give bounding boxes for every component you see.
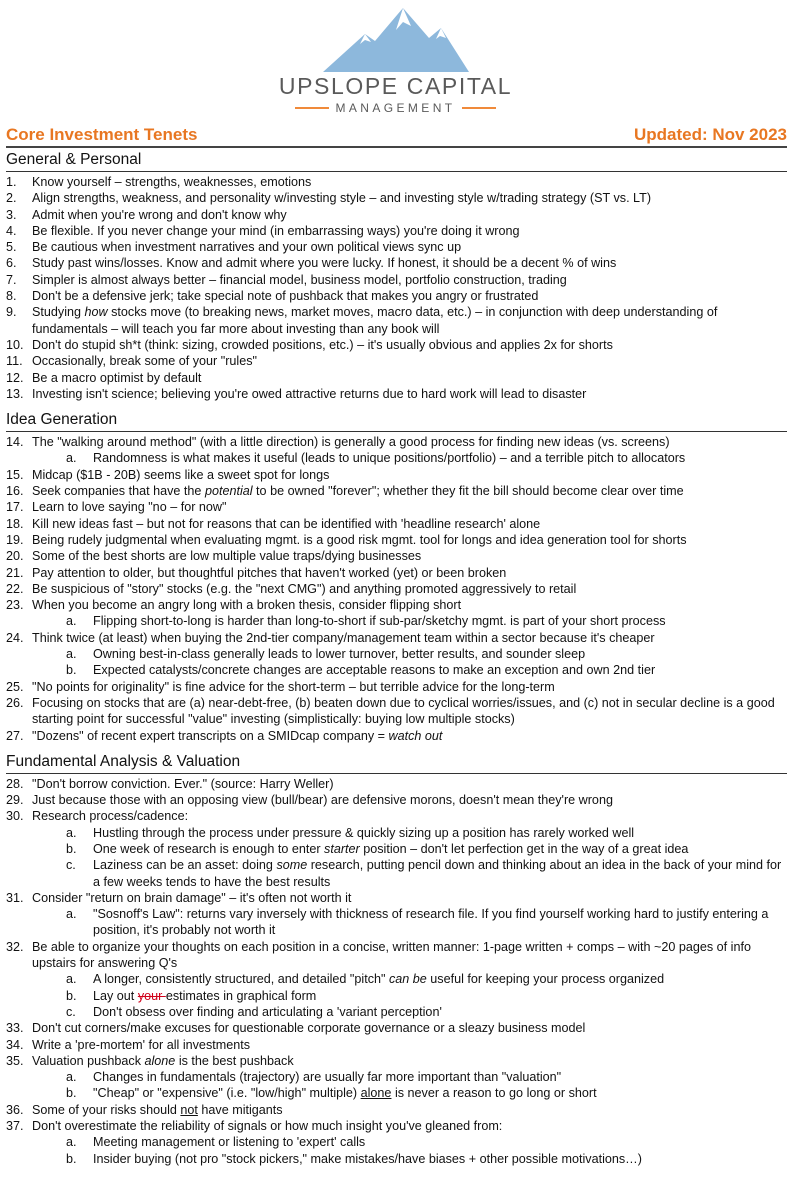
item-text: Think twice (at least) when buying the 2nd-tier company/management team within a sector because it's cheaper (32, 630, 655, 645)
item-letter: c. (66, 1004, 76, 1019)
item-text: Don't do stupid sh*t (think: sizing, crowded positions, etc.) – it's usually obvious and applies 2x for shorts (32, 337, 613, 352)
item-text: Expected catalysts/concrete changes are acceptable reasons to make an exception and own 2nd tier (93, 663, 656, 678)
item-text (32, 304, 787, 337)
item-number: 30. (6, 809, 24, 824)
item-number: 26. (6, 695, 24, 710)
item-number: 8. (6, 289, 17, 304)
item-number: 6. (6, 256, 17, 271)
list-item (6, 288, 787, 304)
item-text: Be suspicious of "story" stocks (e.g. the "next CMG") and anything promoted aggressively to retail (32, 581, 577, 596)
list-item (6, 434, 787, 450)
item-number: 10. (6, 337, 24, 352)
section-fundamental-analysis (6, 752, 787, 1167)
struck-text: your (137, 988, 166, 1003)
item-number: 24. (6, 630, 24, 645)
list-item (6, 808, 787, 824)
page-title: Core Investment Tenets (6, 125, 198, 144)
list-item (6, 190, 787, 206)
list-item (6, 679, 787, 695)
list-item (6, 939, 787, 972)
section-general (6, 150, 787, 402)
text-run: Studying (32, 305, 85, 320)
sub-list-item (6, 825, 787, 841)
item-number: 23. (6, 598, 24, 613)
text-run: "Dozens" of recent expert transcripts on a SMIDcap company = (32, 728, 389, 743)
text-run: "Cheap" or "expensive" (i.e. "low/high" multiple) (93, 1086, 361, 1101)
item-letter: c. (66, 858, 76, 873)
list-item (6, 353, 787, 369)
item-number: 5. (6, 240, 17, 255)
sub-list-item (6, 613, 787, 629)
item-number: 15. (6, 467, 24, 482)
tenet-list (6, 776, 787, 1167)
text-run: is the best pushback (175, 1053, 294, 1068)
sub-list-item (6, 971, 787, 987)
item-text: When you become an angry long with a broken thesis, consider flipping short (32, 598, 462, 613)
item-text: Flipping short-to-long is harder than long-to-short if sub-par/sketchy mgmt. is part of your short process (93, 614, 666, 629)
text-run: Valuation pushback (32, 1053, 145, 1068)
sub-list-item (6, 1004, 787, 1020)
section-heading: Fundamental Analysis & Valuation (6, 752, 787, 774)
sub-list-item (6, 646, 787, 662)
sub-list-item (6, 906, 787, 939)
list-item (6, 272, 787, 288)
item-letter: a. (66, 972, 77, 987)
list-item (6, 370, 787, 386)
item-text: Just because those with an opposing view (bull/bear) are defensive morons, doesn't mean they're wrong (32, 793, 613, 808)
item-text (93, 988, 787, 1004)
sub-list-item (6, 1151, 787, 1167)
item-text (32, 728, 787, 744)
text-run: stocks move (to breaking news, market moves, macro data, etc.) – in conjunction with deep understanding of fundamentals – will teach you far more about investing than any book will (32, 305, 718, 336)
item-text (93, 1085, 787, 1101)
item-number: 7. (6, 272, 17, 287)
item-letter: b. (66, 663, 77, 678)
item-text: Know yourself – strengths, weaknesses, emotions (32, 175, 312, 189)
item-number: 12. (6, 370, 24, 385)
item-text: Research process/cadence: (32, 809, 189, 824)
item-text: Align strengths, weakness, and personality w/investing style – and investing style w/trading strategy (ST vs. LT) (32, 191, 652, 206)
item-number: 32. (6, 939, 24, 954)
item-text: Hustling through the process under pressure & quickly sizing up a position has rarely worked well (93, 825, 635, 840)
item-text (32, 1053, 787, 1069)
item-letter: a. (66, 614, 77, 629)
item-text: Don't cut corners/make excuses for questionable corporate governance or a sleazy business model (32, 1021, 586, 1036)
item-number: 20. (6, 549, 24, 564)
item-number: 29. (6, 793, 24, 808)
item-text: The "walking around method" (with a little direction) is generally a good process for finding new ideas (vs. screens) (32, 435, 670, 450)
item-text: Consider "return on brain damage" – it's often not worth it (32, 890, 352, 905)
item-text: "Sosnoff's Law": returns vary inversely with thickness of research file. If you find yourself working hard to justify entering a position, it's probably not worth it (93, 907, 769, 938)
list-item (6, 776, 787, 792)
logo-company-name: UPSLOPE CAPITAL (278, 73, 513, 99)
item-text: Be a macro optimist by default (32, 370, 202, 385)
updated-date: Updated: Nov 2023 (633, 125, 787, 144)
item-number: 28. (6, 776, 24, 791)
emphasis-text: can be (388, 972, 427, 987)
list-item (6, 223, 787, 239)
item-text: Learn to love saying "no – for now" (32, 500, 227, 515)
sub-list-item (6, 1085, 787, 1101)
emphasis-text: watch out (388, 728, 443, 743)
list-item (6, 499, 787, 515)
item-letter: a. (66, 825, 77, 840)
tenet-list (6, 434, 787, 744)
item-number: 13. (6, 386, 24, 401)
item-text: Admit when you're wrong and don't know why (32, 207, 287, 222)
list-item (6, 597, 787, 613)
underlined-text: not (180, 1102, 198, 1117)
logo-management: MANAGEMENT (335, 101, 456, 115)
text-run: useful for keeping your process organized (426, 972, 665, 987)
list-item (6, 1037, 787, 1053)
item-letter: a. (66, 1135, 77, 1150)
item-number: 16. (6, 484, 24, 499)
sub-list-item (6, 988, 787, 1004)
list-item (6, 337, 787, 353)
item-letter: a. (66, 1070, 77, 1085)
item-text: Insider buying (not pro "stock pickers," make mistakes/have biases + other possible motivations…) (93, 1151, 642, 1166)
item-text: Owning best-in-class generally leads to lower turnover, better results, and sounder sleep (93, 647, 586, 662)
item-number: 37. (6, 1119, 24, 1134)
section-heading: Idea Generation (6, 410, 787, 432)
item-letter: b. (66, 841, 77, 856)
sub-list-item (6, 662, 787, 678)
list-item (6, 548, 787, 564)
emphasis-text: alone (144, 1053, 176, 1068)
list-item (6, 581, 787, 597)
item-text: Be able to organize your thoughts on each position in a concise, written manner: 1-page written + comps – with ~20 pages of info upstairs for answering Q's (32, 939, 751, 971)
text-run: position – don't let perfection get in the way of a great idea (359, 841, 689, 856)
text-run: One week of research is enough to enter (93, 841, 325, 856)
item-number: 19. (6, 532, 24, 547)
sub-list-item (6, 1134, 787, 1150)
list-item (6, 728, 787, 744)
text-run: Laziness can be an asset: doing (93, 858, 277, 873)
item-number: 21. (6, 565, 24, 580)
item-text: "No points for originality" is fine advice for the short-term – but terrible advice for the long-term (32, 679, 555, 694)
item-text: Don't obsess over finding and articulating a 'variant perception' (93, 1004, 442, 1019)
logo-rule-left (295, 107, 329, 109)
item-number: 3. (6, 207, 17, 222)
item-text: Be flexible. If you never change your mind (in embarrassing ways) you're doing it wrong (32, 223, 520, 238)
item-text (32, 1102, 787, 1118)
item-number: 34. (6, 1037, 24, 1052)
item-text (93, 841, 787, 857)
item-letter: a. (66, 451, 77, 466)
text-run: have mitigants (197, 1102, 283, 1117)
sub-list-item (6, 450, 787, 466)
text-run: is never a reason to go long or short (391, 1086, 597, 1101)
list-item (6, 565, 787, 581)
emphasis-text: some (276, 858, 308, 873)
item-text (93, 971, 787, 987)
list-item (6, 304, 787, 337)
logo-rule-right (462, 107, 496, 109)
item-text: Simpler is almost always better – financial model, business model, portfolio construction, trading (32, 272, 567, 287)
item-number: 1. (6, 175, 17, 189)
item-number: 17. (6, 500, 24, 515)
text-run: to be owned "forever"; whether they fit the bill should become clear over time (252, 484, 684, 499)
tenet-list (6, 174, 787, 402)
list-item (6, 207, 787, 223)
sub-list-item (6, 1069, 787, 1085)
mountain-peaks-icon (323, 8, 469, 72)
item-number: 35. (6, 1053, 24, 1068)
list-item (6, 516, 787, 532)
list-item (6, 890, 787, 906)
item-number: 11. (6, 354, 23, 369)
item-letter: a. (66, 647, 77, 662)
item-number: 2. (6, 191, 17, 206)
list-item (6, 239, 787, 255)
item-number: 25. (6, 679, 24, 694)
item-text: Be cautious when investment narratives and your own political views sync up (32, 240, 462, 255)
item-number: 22. (6, 581, 24, 596)
item-text: Randomness is what makes it useful (leads to unique positions/portfolio) – and a terrible pitch to allocators (93, 451, 686, 466)
list-item (6, 792, 787, 808)
item-text: Investing isn't science; believing you're owed attractive returns due to hard work will lead to disaster (32, 386, 587, 401)
item-number: 27. (6, 728, 24, 743)
item-number: 14. (6, 435, 24, 450)
text-run: research, putting pencil down and thinking about an idea in the back of your mind for a few weeks tends to have the best results (93, 858, 782, 889)
list-item (6, 255, 787, 271)
item-text: "Don't borrow conviction. Ever." (source: Harry Weller) (32, 776, 334, 791)
item-letter: b. (66, 1151, 77, 1166)
item-letter: b. (66, 1086, 77, 1101)
item-text: Kill new ideas fast – but not for reasons that can be identified with 'headline research' alone (32, 516, 541, 531)
section-heading: General & Personal (6, 150, 787, 172)
item-text: Pay attention to older, but thoughtful pitches that haven't worked (yet) or been broken (32, 565, 507, 580)
title-bar (6, 124, 787, 148)
item-text: Some of the best shorts are low multiple value traps/dying businesses (32, 549, 422, 564)
text-run: Some of your risks should (32, 1102, 181, 1117)
emphasis-text: how (84, 305, 108, 320)
item-text: Changes in fundamentals (trajectory) are usually far more important than "valuation" (93, 1070, 562, 1085)
item-text: Meeting management or listening to 'expert' calls (93, 1135, 366, 1150)
underlined-text: alone (360, 1086, 392, 1101)
list-item (6, 467, 787, 483)
content (6, 150, 787, 1167)
list-item (6, 483, 787, 499)
item-text (93, 857, 787, 890)
item-text: Being rudely judgmental when evaluating mgmt. is a good risk mgmt. tool for longs and idea generation tool for shorts (32, 532, 687, 547)
list-item (6, 1118, 787, 1134)
item-number: 33. (6, 1021, 24, 1036)
section-idea-generation (6, 410, 787, 744)
item-text (32, 483, 787, 499)
list-item (6, 695, 787, 728)
item-number: 31. (6, 890, 24, 905)
item-text: Focusing on stocks that are (a) near-debt-free, (b) beaten down due to cyclical worries/issues, and (c) not in secular decline is a good starting point for successful "value" investing (simplistically: buying low multiple stocks) (32, 695, 775, 727)
sub-list-item (6, 841, 787, 857)
list-item (6, 1020, 787, 1036)
list-item (6, 532, 787, 548)
emphasis-text: potential (204, 484, 253, 499)
item-text: Study past wins/losses. Know and admit where you were lucky. If honest, it should be a decent % of wins (32, 256, 617, 271)
item-text: Don't overestimate the reliability of signals or how much insight you've gleaned from: (32, 1119, 503, 1134)
item-number: 4. (6, 223, 17, 238)
item-letter: b. (66, 988, 77, 1003)
text-run: estimates in graphical form (165, 988, 317, 1003)
item-number: 18. (6, 516, 24, 531)
item-text: Occasionally, break some of your "rules" (32, 354, 257, 369)
list-item (6, 1102, 787, 1118)
text-run: Seek companies that have the (32, 484, 205, 499)
item-text: Midcap ($1B - 20B) seems like a sweet spot for longs (32, 467, 330, 482)
list-item (6, 174, 787, 190)
list-item (6, 386, 787, 402)
item-text: Write a 'pre-mortem' for all investments (32, 1037, 251, 1052)
logo-subline (0, 101, 791, 115)
item-text: Don't be a defensive jerk; take special note of pushback that makes you angry or frustrated (32, 289, 539, 304)
text-run: Lay out (93, 988, 138, 1003)
logo (0, 0, 791, 122)
sub-list-item (6, 857, 787, 890)
emphasis-text: starter (324, 841, 360, 856)
item-letter: a. (66, 907, 77, 922)
list-item (6, 630, 787, 646)
list-item (6, 1053, 787, 1069)
text-run: A longer, consistently structured, and detailed "pitch" (93, 972, 389, 987)
item-number: 9. (6, 305, 17, 320)
item-number: 36. (6, 1102, 24, 1117)
